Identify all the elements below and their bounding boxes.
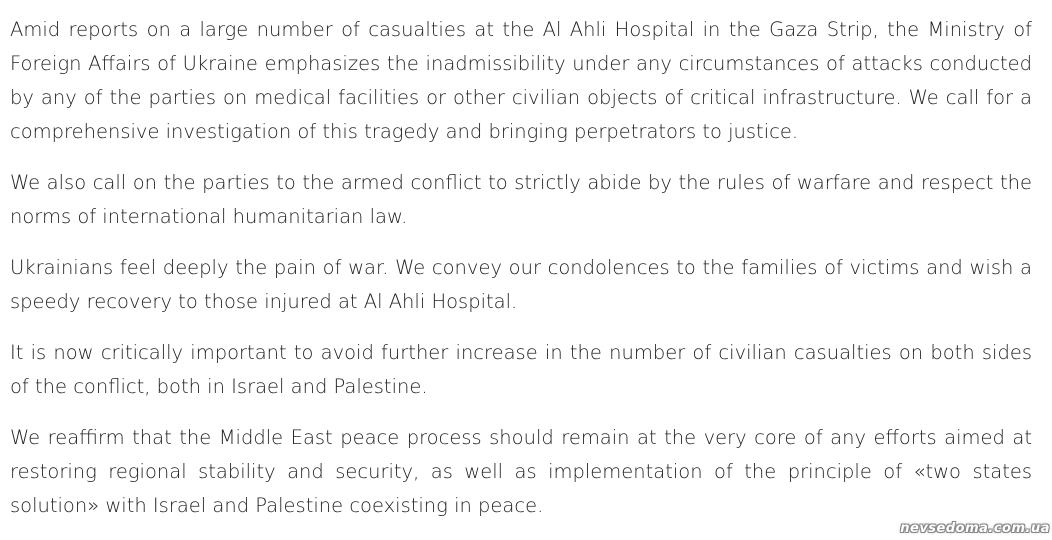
- site-watermark: nevsedoma.com.ua: [900, 521, 1050, 536]
- paragraph-1: Amid reports on a large number of casualties at the Al Ahli Hospital in the Gaza Strip, the Ministry of Foreign Affairs of Ukraine emphasizes the inadmissibility under any circumstances of attacks conducted by any of the parties on medical facilities or other civilian objects of critical infrastructure. We call for a comprehensive investigation of this tragedy and bringing perpetrators to justice.: [10, 18, 1032, 143]
- paragraph-4: It is now critically important to avoid further increase in the number of civilian casualties on both sides of the conflict, both in Israel and Palestine.: [10, 341, 1032, 398]
- paragraph-3: Ukrainians feel deeply the pain of war. We convey our condolences to the families of victims and wish a speedy recovery to those injured at Al Ahli Hospital.: [10, 256, 1032, 313]
- paragraph-2: We also call on the parties to the armed conflict to strictly abide by the rules of warfare and respect the norms of international humanitarian law.: [10, 171, 1032, 228]
- paragraph-5: We reaffirm that the Middle East peace process should remain at the very core of any efforts aimed at restoring regional stability and security, as well as implementation of the principle of «two states solution» with Israel and Palestine coexisting in peace.: [10, 426, 1032, 517]
- article-body: [10, 13, 1032, 540]
